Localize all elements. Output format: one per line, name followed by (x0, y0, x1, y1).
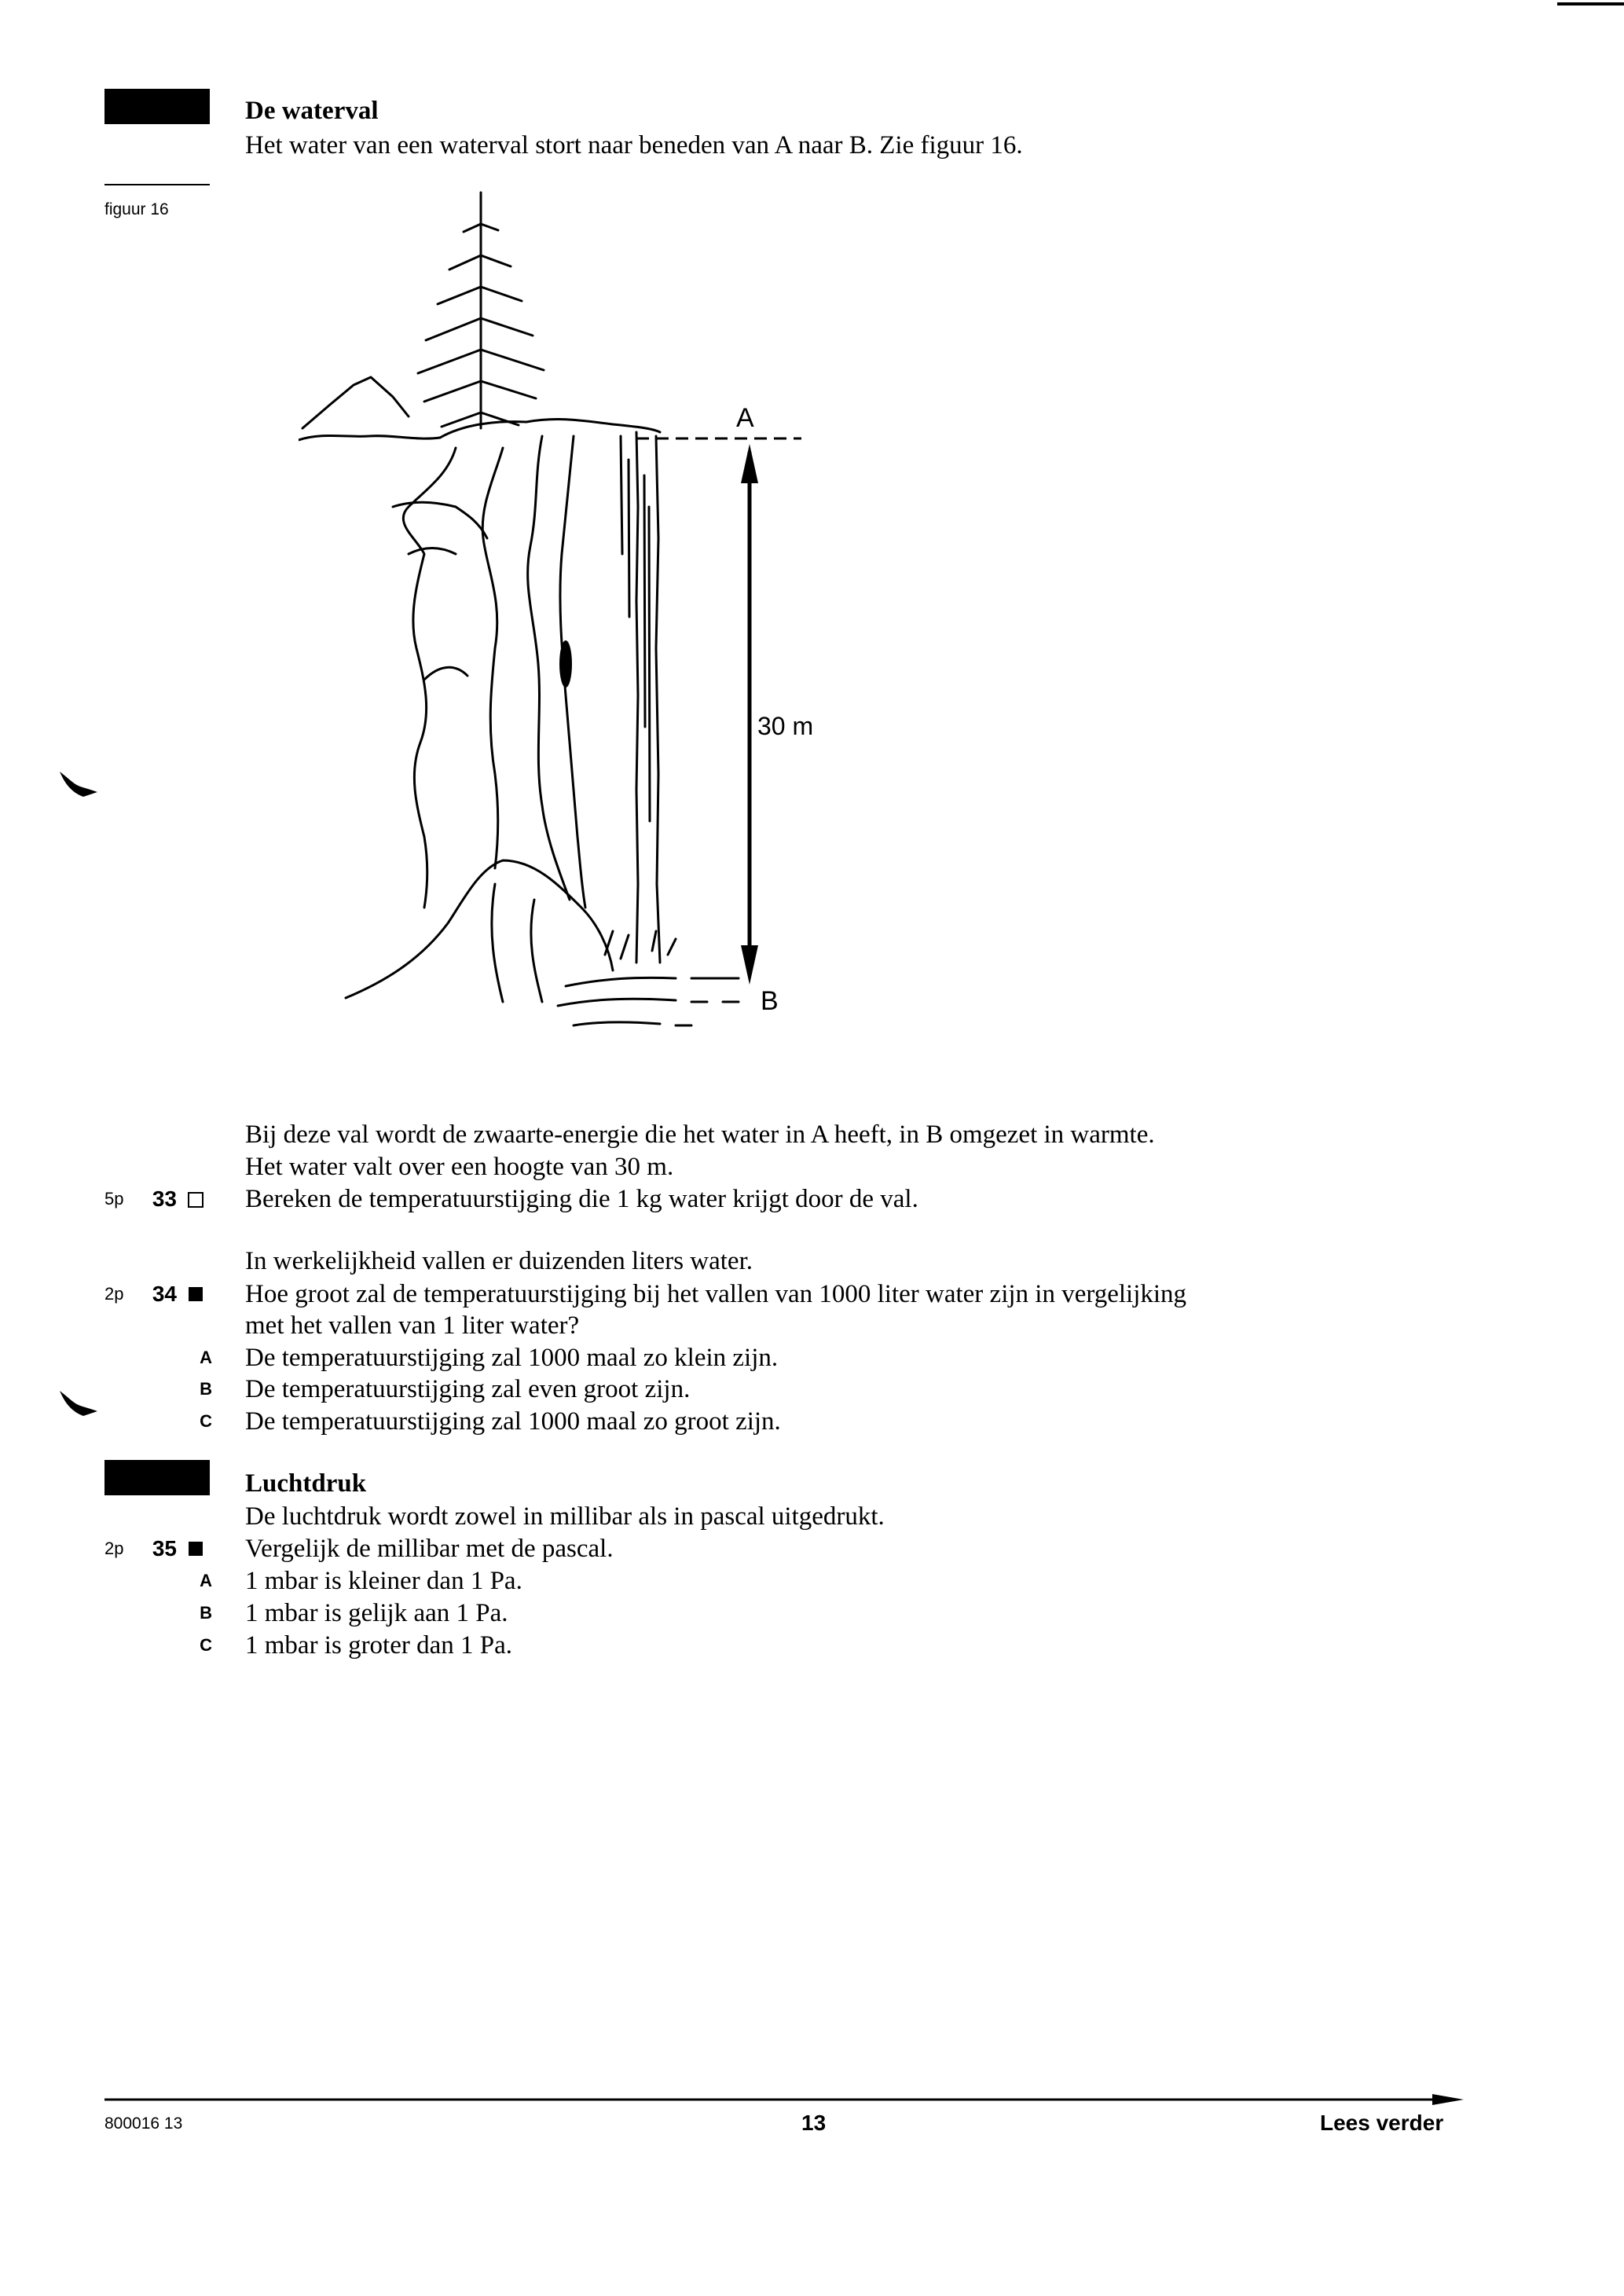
height-arrow-head-bottom (741, 945, 758, 985)
pool-waves (558, 977, 739, 1025)
q34-text-line1: Hoe groot zal de temperatuurstijging bij het vallen van 1000 liter water zijn in vergelijking (245, 1280, 1187, 1308)
q33-number: 33 (152, 1187, 177, 1211)
margin-mark-icon (57, 768, 104, 805)
q35-option-text: 1 mbar is kleiner dan 1 Pa. (245, 1567, 522, 1595)
q35-mc-question-icon (189, 1542, 203, 1556)
q35-number: 35 (152, 1536, 177, 1561)
q35-option-letter: C (200, 1635, 212, 1655)
footer-code: 800016 13 (104, 2114, 183, 2133)
q34-text-line2: met het vallen van 1 liter water? (245, 1311, 580, 1340)
waterfall-edge-right (656, 436, 660, 963)
q35-text: Vergelijk de millibar met de pascal. (245, 1535, 614, 1563)
q35-points: 2p (104, 1539, 124, 1558)
q33-points: 5p (104, 1189, 124, 1209)
q34-option-letter: C (200, 1411, 212, 1431)
waterfall-edge-left (636, 432, 638, 963)
figure-caption: figuur 16 (104, 200, 169, 218)
height-arrow-head-top (741, 444, 758, 483)
section-intro-waterval: Het water van een waterval stort naar beneden van A naar B. Zie figuur 16. (245, 131, 1023, 160)
section-intro-luchtdruk: De luchtdruk wordt zowel in millibar als in pascal uitgedrukt. (245, 1502, 885, 1531)
figure-caption-rule (104, 184, 210, 185)
section-title-luchtdruk: Luchtdruk (245, 1469, 367, 1498)
margin-mark-icon (57, 1388, 104, 1424)
distant-rock (302, 377, 409, 428)
q35-option-text: 1 mbar is gelijk aan 1 Pa. (245, 1599, 508, 1627)
q35-option-text: 1 mbar is groter dan 1 Pa. (245, 1631, 513, 1660)
q34-option-letter: B (200, 1379, 212, 1399)
foreground-rock (346, 860, 613, 998)
q34-points: 2p (104, 1284, 124, 1304)
q34-option-text: De temperatuurstijging zal 1000 maal zo klein zijn. (245, 1344, 779, 1372)
waterfall-illustration (299, 177, 880, 1080)
label-height: 30 m (757, 712, 814, 740)
q34-option-letter: A (200, 1348, 212, 1367)
footer-page-number: 13 (801, 2111, 827, 2135)
label-a: A (736, 403, 754, 433)
cliff-left-face (403, 448, 456, 908)
q34-mc-question-icon (189, 1287, 203, 1301)
q33-open-question-icon (188, 1192, 203, 1208)
section-marker-block (104, 1460, 210, 1495)
label-b: B (761, 986, 779, 1016)
context-text-line2: Het water valt over een hoogte van 30 m. (245, 1153, 674, 1181)
section-title-waterval: De waterval (245, 97, 379, 125)
q35-option-letter: A (200, 1571, 212, 1590)
cliff-top (440, 420, 660, 438)
q34-number: 34 (152, 1282, 177, 1306)
q34-option-text: De temperatuurstijging zal even groot zijn. (245, 1375, 691, 1403)
q34-option-text: De temperatuurstijging zal 1000 maal zo groot zijn. (245, 1407, 781, 1436)
q33-text: Bereken de temperatuurstijging die 1 kg water krijgt door de val. (245, 1185, 918, 1213)
footer-continue: Lees verder (1320, 2111, 1444, 2135)
footer-rule-arrow (104, 2090, 1464, 2109)
context-text-line1: Bij deze val wordt de zwaarte-energie die het water in A heeft, in B omgezet in warmte. (245, 1120, 1155, 1149)
dark-rock-patch (559, 640, 572, 688)
q35-option-letter: B (200, 1603, 212, 1623)
section-marker-block (104, 89, 210, 124)
context2-text: In werkelijkheid vallen er duizenden liters water. (245, 1247, 753, 1275)
corner-rule (1557, 2, 1624, 6)
